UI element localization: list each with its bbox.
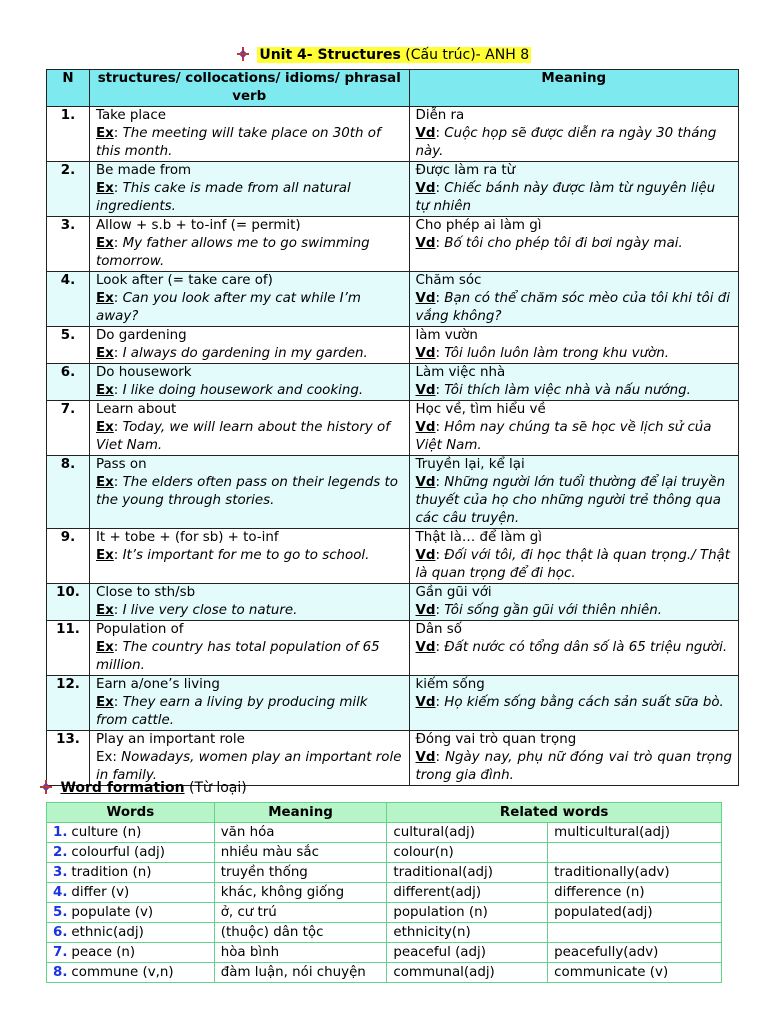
vd-label: Vd xyxy=(415,603,436,618)
vd-text: Bạn có thể chăm sóc mèo của tôi khi tôi đi vắng không? xyxy=(415,291,730,324)
example-text: The elders often pass on their legends to the young through stories. xyxy=(95,475,398,508)
structure-row xyxy=(47,364,739,401)
word-meaning: văn hóa xyxy=(214,823,387,843)
structure-example: Ex: This cake is made from all natural ingredients. xyxy=(95,181,351,214)
structure-cell xyxy=(89,529,409,584)
word-formation-header-row xyxy=(47,803,722,823)
word-text: ethnic(adj) xyxy=(71,925,144,940)
row-number: 9. xyxy=(47,529,90,584)
word-row xyxy=(47,923,722,943)
related-word-1: ethnicity(n) xyxy=(387,923,548,943)
structure-cell xyxy=(89,364,409,401)
structure-row xyxy=(47,162,739,217)
meaning-cell xyxy=(409,327,738,364)
row-number: 8. xyxy=(47,456,90,529)
vd-label: Vd xyxy=(415,750,436,765)
vd-label: Vd xyxy=(415,236,436,251)
vd-text: Cuộc họp sẽ được diễn ra ngày 30 tháng này. xyxy=(415,126,717,159)
row-number: 11. xyxy=(47,621,90,676)
word-number: 2. xyxy=(53,845,68,860)
meaning-text: Học về, tìm hiểu về xyxy=(415,402,546,417)
structure-term: Learn about xyxy=(95,402,177,417)
structure-row xyxy=(47,676,739,731)
word-meaning: đàm luận, nói chuyện xyxy=(214,963,387,983)
word-formation-table xyxy=(46,802,722,983)
word-number: 3. xyxy=(53,865,68,880)
structure-term: Play an important role xyxy=(95,732,245,747)
row-number: 3. xyxy=(47,217,90,272)
structure-example: Ex: I like doing housework and cooking. xyxy=(95,383,364,398)
related-word-1: colour(n) xyxy=(387,843,548,863)
structure-cell xyxy=(89,217,409,272)
word-text: colourful (adj) xyxy=(71,845,165,860)
related-word-1: cultural(adj) xyxy=(387,823,548,843)
word-meaning: khác, không giống xyxy=(214,883,387,903)
example-text: I live very close to nature. xyxy=(122,603,298,618)
meaning-cell xyxy=(409,584,738,621)
row-number: 2. xyxy=(47,162,90,217)
ex-label: Ex xyxy=(95,126,114,141)
title-unit: Unit 4- Structures xyxy=(259,47,401,63)
row-number: 7. xyxy=(47,401,90,456)
word-text: peace (n) xyxy=(71,945,136,960)
vd-text: Đất nước có tổng dân số là 65 triệu người. xyxy=(444,640,728,655)
structure-example: Ex: Nowadays, women play an important role in family. xyxy=(95,750,402,783)
word-number: 7. xyxy=(53,945,68,960)
structure-example: Ex: The meeting will take place on 30th of this month. xyxy=(95,126,381,159)
structure-term: It + tobe + (for sb) + to-inf xyxy=(95,530,279,545)
word-row xyxy=(47,823,722,843)
bullet-star-icon xyxy=(40,780,52,794)
related-word-2: populated(adj) xyxy=(548,903,722,923)
row-number: 6. xyxy=(47,364,90,401)
meaning-text: Đóng vai trò quan trọng xyxy=(415,732,577,747)
example-text: This cake is made from all natural ingredients. xyxy=(95,181,351,214)
word-formation-heading xyxy=(40,778,247,798)
meaning-cell xyxy=(409,731,738,786)
meaning-cell xyxy=(409,272,738,327)
meaning-text: Truyền lại, kể lại xyxy=(415,457,525,472)
structure-term: Take place xyxy=(95,108,166,123)
word-row xyxy=(47,943,722,963)
structure-row xyxy=(47,584,739,621)
row-number: 1. xyxy=(47,107,90,162)
meaning-example: Vd: Tôi sống gần gũi với thiên nhiên. xyxy=(415,603,662,618)
related-word-1: population (n) xyxy=(387,903,548,923)
word-number: 1. xyxy=(53,825,68,840)
ex-label: Ex xyxy=(95,640,114,655)
word-cell xyxy=(47,863,215,883)
word-row xyxy=(47,903,722,923)
structure-cell xyxy=(89,676,409,731)
related-word-1: peaceful (adj) xyxy=(387,943,548,963)
related-word-1: traditional(adj) xyxy=(387,863,548,883)
structure-term: Pass on xyxy=(95,457,147,472)
row-number: 10. xyxy=(47,584,90,621)
vd-label: Vd xyxy=(415,695,436,710)
title-vi: (Cấu trúc) xyxy=(405,47,476,63)
example-text: They earn a living by producing milk from cattle. xyxy=(95,695,368,728)
example-text: It’s important for me to go to school. xyxy=(122,548,370,563)
structure-example: Ex: It’s important for me to go to school. xyxy=(95,548,370,563)
meaning-example: Vd: Hôm nay chúng ta sẽ học về lịch sử của Việt Nam. xyxy=(415,420,712,453)
structure-example: Ex: I live very close to nature. xyxy=(95,603,298,618)
meaning-text: Dân số xyxy=(415,622,462,637)
related-word-2 xyxy=(548,843,722,863)
structure-example: Ex: The country has total population of 65 million. xyxy=(95,640,380,673)
structure-term: Be made from xyxy=(95,163,192,178)
vd-text: Hôm nay chúng ta sẽ học về lịch sử của Việt Nam. xyxy=(415,420,712,453)
structure-term: Allow + s.b + to-inf (= permit) xyxy=(95,218,301,233)
word-cell xyxy=(47,943,215,963)
vd-text: Đối với tôi, đi học thật là quan trọng./ Thật là quan trọng để đi học. xyxy=(415,548,731,581)
vd-label: Vd xyxy=(415,383,436,398)
meaning-example: Vd: Bố tôi cho phép tôi đi bơi ngày mai. xyxy=(415,236,683,251)
meaning-cell xyxy=(409,621,738,676)
related-word-2: communicate (v) xyxy=(548,963,722,983)
ex-label: Ex xyxy=(95,475,114,490)
structure-cell xyxy=(89,401,409,456)
structure-example: Ex: Today, we will learn about the history of Viet Nam. xyxy=(95,420,390,453)
meaning-example: Vd: Ngày nay, phụ nữ đóng vai trò quan trọng trong gia đình. xyxy=(415,750,732,783)
structure-cell xyxy=(89,162,409,217)
word-text: populate (v) xyxy=(71,905,154,920)
bullet-star-icon xyxy=(237,47,249,61)
meaning-example: Vd: Tôi luôn luôn làm trong khu vườn. xyxy=(415,346,669,361)
structure-row xyxy=(47,272,739,327)
structure-cell xyxy=(89,584,409,621)
example-text: My father allows me to go swimming tomorrow. xyxy=(95,236,370,269)
structure-term: Earn a/one’s living xyxy=(95,677,220,692)
meaning-example: Vd: Chiếc bánh này được làm từ nguyên liệu tự nhiên xyxy=(415,181,716,214)
word-number: 5. xyxy=(53,905,68,920)
meaning-cell xyxy=(409,107,738,162)
word-text: culture (n) xyxy=(71,825,142,840)
vd-label: Vd xyxy=(415,640,436,655)
vd-label: Vd xyxy=(415,420,436,435)
example-text: Today, we will learn about the history of Viet Nam. xyxy=(95,420,390,453)
vd-text: Tôi luôn luôn làm trong khu vườn. xyxy=(444,346,669,361)
structures-header-row xyxy=(47,70,739,107)
word-number: 6. xyxy=(53,925,68,940)
vd-label: Vd xyxy=(415,126,436,141)
ex-label: Ex xyxy=(95,695,114,710)
structure-term: Close to sth/sb xyxy=(95,585,196,600)
word-cell xyxy=(47,903,215,923)
vd-label: Vd xyxy=(415,181,436,196)
structures-table xyxy=(46,69,739,786)
vd-label: Vd xyxy=(415,346,436,361)
example-text: Nowadays, women play an important role in family. xyxy=(95,750,402,783)
example-text: Can you look after my cat while I’m away? xyxy=(95,291,361,324)
related-word-2 xyxy=(548,923,722,943)
meaning-example: Vd: Bạn có thể chăm sóc mèo của tôi khi tôi đi vắng không? xyxy=(415,291,730,324)
meaning-text: Diễn ra xyxy=(415,108,465,123)
word-meaning: truyền thống xyxy=(214,863,387,883)
structure-row xyxy=(47,401,739,456)
meaning-text: Cho phép ai làm gì xyxy=(415,218,542,233)
meaning-cell xyxy=(409,529,738,584)
structure-cell xyxy=(89,272,409,327)
structure-term: Do housework xyxy=(95,365,192,380)
example-text: The country has total population of 65 million. xyxy=(95,640,380,673)
ex-label: Ex xyxy=(95,236,114,251)
ex-label: Ex xyxy=(95,383,114,398)
meaning-cell xyxy=(409,676,738,731)
word-text: differ (v) xyxy=(71,885,130,900)
row-number: 12. xyxy=(47,676,90,731)
header-related-words: Related words xyxy=(387,803,722,823)
ex-label: Ex xyxy=(95,548,114,563)
word-text: tradition (n) xyxy=(71,865,152,880)
structure-row xyxy=(47,217,739,272)
row-number: 4. xyxy=(47,272,90,327)
vd-text: Họ kiếm sống bằng cách sản suất sữa bò. xyxy=(444,695,724,710)
vd-text: Chiếc bánh này được làm từ nguyên liệu tự nhiên xyxy=(415,181,716,214)
word-row xyxy=(47,863,722,883)
meaning-cell xyxy=(409,401,738,456)
meaning-text: Gần gũi với xyxy=(415,585,492,600)
vd-label: Vd xyxy=(415,475,436,490)
row-number: 5. xyxy=(47,327,90,364)
example-text: I always do gardening in my garden. xyxy=(122,346,368,361)
structure-term: Do gardening xyxy=(95,328,187,343)
related-word-2: peacefully(adv) xyxy=(548,943,722,963)
meaning-example: Vd: Cuộc họp sẽ được diễn ra ngày 30 tháng này. xyxy=(415,126,717,159)
structure-row xyxy=(47,456,739,529)
ex-label: Ex xyxy=(95,603,114,618)
related-word-1: different(adj) xyxy=(387,883,548,903)
word-number: 8. xyxy=(53,965,68,980)
word-cell xyxy=(47,963,215,983)
ex-label: Ex xyxy=(95,181,114,196)
meaning-cell xyxy=(409,364,738,401)
structure-example: Ex: The elders often pass on their legends to the young through stories. xyxy=(95,475,398,508)
word-row xyxy=(47,963,722,983)
ex-label: Ex xyxy=(95,420,114,435)
structure-row xyxy=(47,327,739,364)
ex-label: Ex xyxy=(95,291,114,306)
example-text: I like doing housework and cooking. xyxy=(122,383,364,398)
structure-term: Population of xyxy=(95,622,184,637)
related-word-2: multicultural(adj) xyxy=(548,823,722,843)
header-words: Words xyxy=(47,803,215,823)
word-meaning: nhiều màu sắc xyxy=(214,843,387,863)
word-meaning: ở, cư trú xyxy=(214,903,387,923)
word-cell xyxy=(47,923,215,943)
meaning-example: Vd: Những người lớn tuổi thường để lại truyền thuyết của họ cho những người trẻ thông qua các câu truyện. xyxy=(415,475,726,526)
structure-row xyxy=(47,529,739,584)
title-tail: - ANH 8 xyxy=(475,47,530,63)
vd-text: Những người lớn tuổi thường để lại truyền thuyết của họ cho những người trẻ thông qua các câu truyện. xyxy=(415,475,726,526)
structure-example: Ex: They earn a living by producing milk from cattle. xyxy=(95,695,368,728)
ex-label: Ex xyxy=(95,346,114,361)
word-row xyxy=(47,843,722,863)
structure-row xyxy=(47,107,739,162)
meaning-example: Vd: Đất nước có tổng dân số là 65 triệu người. xyxy=(415,640,728,655)
vd-text: Ngày nay, phụ nữ đóng vai trò quan trọng trong gia đình. xyxy=(415,750,732,783)
word-formation-vi: (Từ loại) xyxy=(189,780,247,796)
word-cell xyxy=(47,883,215,903)
structure-row xyxy=(47,621,739,676)
header-meaning: Meaning xyxy=(409,70,738,107)
meaning-example: Vd: Tôi thích làm việc nhà và nấu nướng. xyxy=(415,383,691,398)
meaning-cell xyxy=(409,162,738,217)
meaning-example: Vd: Đối với tôi, đi học thật là quan trọng./ Thật là quan trọng để đi học. xyxy=(415,548,731,581)
meaning-example: Vd: Họ kiếm sống bằng cách sản suất sữa bò. xyxy=(415,695,724,710)
structure-cell xyxy=(89,107,409,162)
word-text: commune (v,n) xyxy=(71,965,174,980)
vd-text: Bố tôi cho phép tôi đi bơi ngày mai. xyxy=(444,236,683,251)
structure-cell xyxy=(89,327,409,364)
word-meaning: (thuộc) dân tộc xyxy=(214,923,387,943)
example-text: The meeting will take place on 30th of this month. xyxy=(95,126,381,159)
header-word-meaning: Meaning xyxy=(214,803,387,823)
meaning-cell xyxy=(409,456,738,529)
meaning-cell xyxy=(409,217,738,272)
structure-example: Ex: I always do gardening in my garden. xyxy=(95,346,368,361)
meaning-text: Thật là… để làm gì xyxy=(415,530,542,545)
meaning-text: Làm việc nhà xyxy=(415,365,506,380)
word-formation-title: Word formation xyxy=(60,780,185,796)
header-structures: structures/ collocations/ idioms/ phrasal verb xyxy=(89,70,409,107)
word-number: 4. xyxy=(53,885,68,900)
structure-cell xyxy=(89,621,409,676)
vd-text: Tôi thích làm việc nhà và nấu nướng. xyxy=(444,383,691,398)
title-highlight xyxy=(257,47,531,63)
word-meaning: hòa bình xyxy=(214,943,387,963)
page-title xyxy=(0,44,768,66)
word-row xyxy=(47,883,722,903)
meaning-text: Được làm ra từ xyxy=(415,163,516,178)
structure-example: Ex: My father allows me to go swimming tomorrow. xyxy=(95,236,370,269)
header-n: N xyxy=(47,70,90,107)
meaning-text: kiếm sống xyxy=(415,677,485,692)
word-cell xyxy=(47,823,215,843)
row-number: 13. xyxy=(47,731,90,786)
ex-label: Ex xyxy=(95,750,113,765)
structure-term: Look after (= take care of) xyxy=(95,273,273,288)
meaning-text: làm vườn xyxy=(415,328,478,343)
vd-label: Vd xyxy=(415,548,436,563)
structure-cell xyxy=(89,456,409,529)
vd-text: Tôi sống gần gũi với thiên nhiên. xyxy=(444,603,662,618)
structure-example: Ex: Can you look after my cat while I’m away? xyxy=(95,291,361,324)
meaning-text: Chăm sóc xyxy=(415,273,482,288)
related-word-2: traditionally(adv) xyxy=(548,863,722,883)
related-word-2: difference (n) xyxy=(548,883,722,903)
word-cell xyxy=(47,843,215,863)
vd-label: Vd xyxy=(415,291,436,306)
related-word-1: communal(adj) xyxy=(387,963,548,983)
